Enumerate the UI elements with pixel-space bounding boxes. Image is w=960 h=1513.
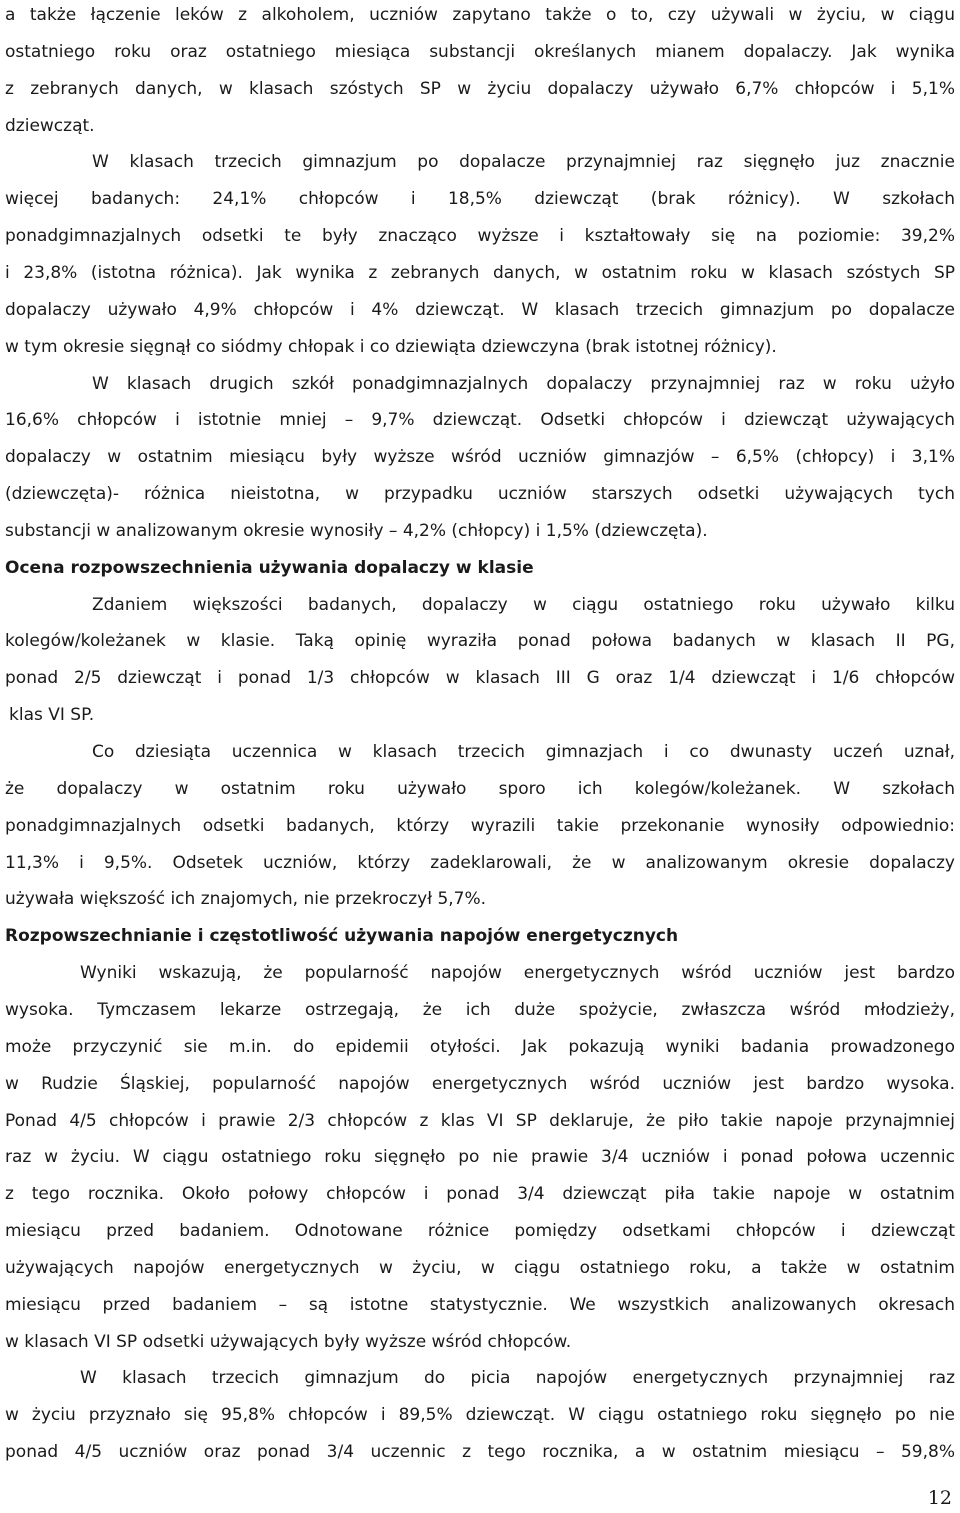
- text-line: substancji w analizowanym okresie wynosiły – 4,2% (chłopcy) i 1,5% (dziewczęta).: [5, 520, 708, 541]
- text-line: dziewcząt.: [5, 115, 95, 136]
- text-line: W klasach trzecich gimnazjum do picia napojów energetycznych przynajmniej raz: [80, 1368, 955, 1389]
- text-line: ostatniego roku oraz ostatniego miesiąca substancji określanych mianem dopalaczy. Jak wynika: [5, 41, 955, 62]
- text-line: dopalaczy w ostatnim miesiącu były wyższe wśród uczniów gimnazjów – 6,5% (chłopcy) i 3,1%: [5, 447, 955, 468]
- text-line: ponadgimnazjalnych odsetki te były znacząco wyższe i kształtowały się na poziomie: 39,2%: [5, 226, 955, 247]
- text-line: Wyniki wskazują, że popularność napojów energetycznych wśród uczniów jest bardzo: [80, 963, 955, 984]
- text-line: używających napojów energetycznych w życiu, w ciągu ostatniego roku, a także w ostatnim: [5, 1257, 955, 1278]
- text-line: Ponad 4/5 chłopców i prawie 2/3 chłopców z klas VI SP deklaruje, że piło takie napoje przynajmniej: [5, 1110, 955, 1131]
- text-line: Zdaniem większości badanych, dopalaczy w ciągu ostatniego roku używało kilku: [92, 594, 955, 615]
- text-line: W klasach trzecich gimnazjum po dopalacze przynajmniej raz sięgnęło juz znacznie: [92, 152, 955, 173]
- text-line: ponad 4/5 uczniów oraz ponad 3/4 uczennic z tego rocznika, a w ostatnim miesiącu – 59,8%: [5, 1442, 955, 1463]
- text-line: 16,6% chłopców i istotnie mniej – 9,7% dziewcząt. Odsetki chłopców i dziewcząt używających: [5, 410, 955, 431]
- text-line: W klasach drugich szkół ponadgimnazjalnych dopalaczy przynajmniej raz w roku użyło: [92, 373, 955, 394]
- text-line: w tym okresie sięgnął co siódmy chłopak i co dziewiąta dziewczyna (brak istotnej różnicy).: [5, 336, 777, 357]
- text-line: ponadgimnazjalnych odsetki badanych, którzy wyrazili takie przekonanie wynosiły odpowiednio:: [5, 815, 955, 836]
- text-line: w życiu przyznało się 95,8% chłopców i 89,5% dziewcząt. W ciągu ostatniego roku sięgnęło po nie: [5, 1405, 955, 1426]
- text-line: klas VI SP.: [9, 705, 95, 726]
- text-line: może przyczynić sie m.in. do epidemii otyłości. Jak pokazują wyniki badania prowadzonego: [5, 1036, 955, 1057]
- text-line: używała większość ich znajomych, nie przekroczył 5,7%.: [5, 889, 487, 910]
- text-line: a także łączenie leków z alkoholem, uczniów zapytano także o to, czy używali w życiu, w ciągu: [5, 5, 955, 25]
- text-line: z tego rocznika. Około połowy chłopców i ponad 3/4 dziewcząt piła takie napoje w ostatnim: [5, 1184, 955, 1205]
- text-line: wysoka. Tymczasem lekarze ostrzegają, że ich duże spożycie, zwłaszcza wśród młodzieży,: [5, 999, 955, 1020]
- section-heading: Ocena rozpowszechnienia używania dopalaczy w klasie: [5, 557, 534, 578]
- text-line: miesiącu przed badaniem. Odnotowane różnice pomiędzy odsetkami chłopców i dziewcząt: [5, 1221, 955, 1242]
- page-number: 12: [927, 1487, 952, 1509]
- text-line: kolegów/koleżanek w klasie. Taką opinię wyraziła ponad połowa badanych w klasach II PG,: [5, 631, 955, 652]
- section-heading: Rozpowszechnianie i częstotliwość używania napojów energetycznych: [5, 926, 679, 947]
- text-line: z zebranych danych, w klasach szóstych SP w życiu dopalaczy używało 6,7% chłopców i 5,1%: [5, 78, 955, 99]
- text-line: więcej badanych: 24,1% chłopców i 18,5% dziewcząt (brak różnicy). W szkołach: [5, 189, 955, 210]
- text-line: raz w życiu. W ciągu ostatniego roku sięgnęło po nie prawie 3/4 uczniów i ponad połowa uczennic: [5, 1147, 955, 1168]
- text-line: w Rudzie Śląskiej, popularność napojów energetycznych wśród uczniów jest bardzo wysoka.: [5, 1073, 955, 1094]
- text-line: dopalaczy używało 4,9% chłopców i 4% dziewcząt. W klasach trzecich gimnazjum po dopalacze: [5, 299, 955, 320]
- text-line: w klasach VI SP odsetki używających były wyższe wśród chłopców.: [5, 1331, 572, 1352]
- text-line: że dopalaczy w ostatnim roku używało sporo ich kolegów/koleżanek. W szkołach: [5, 778, 955, 799]
- text-line: i 23,8% (istotna różnica). Jak wynika z zebranych danych, w ostatnim roku w klasach szóstych SP: [5, 262, 955, 283]
- text-line: (dziewczęta)- różnica nieistotna, w przypadku uczniów starszych odsetki używających tych: [5, 484, 955, 505]
- text-line: 11,3% i 9,5%. Odsetek uczniów, którzy zadeklarowali, że w analizowanym okresie dopalaczy: [5, 852, 955, 873]
- text-line: ponad 2/5 dziewcząt i ponad 1/3 chłopców w klasach III G oraz 1/4 dziewcząt i 1/6 chłopców: [5, 668, 955, 689]
- text-line: miesiącu przed badaniem – są istotne statystycznie. We wszystkich analizowanych okresach: [5, 1294, 955, 1315]
- text-line: Co dziesiąta uczennica w klasach trzecich gimnazjach i co dwunasty uczeń uznał,: [92, 742, 955, 762]
